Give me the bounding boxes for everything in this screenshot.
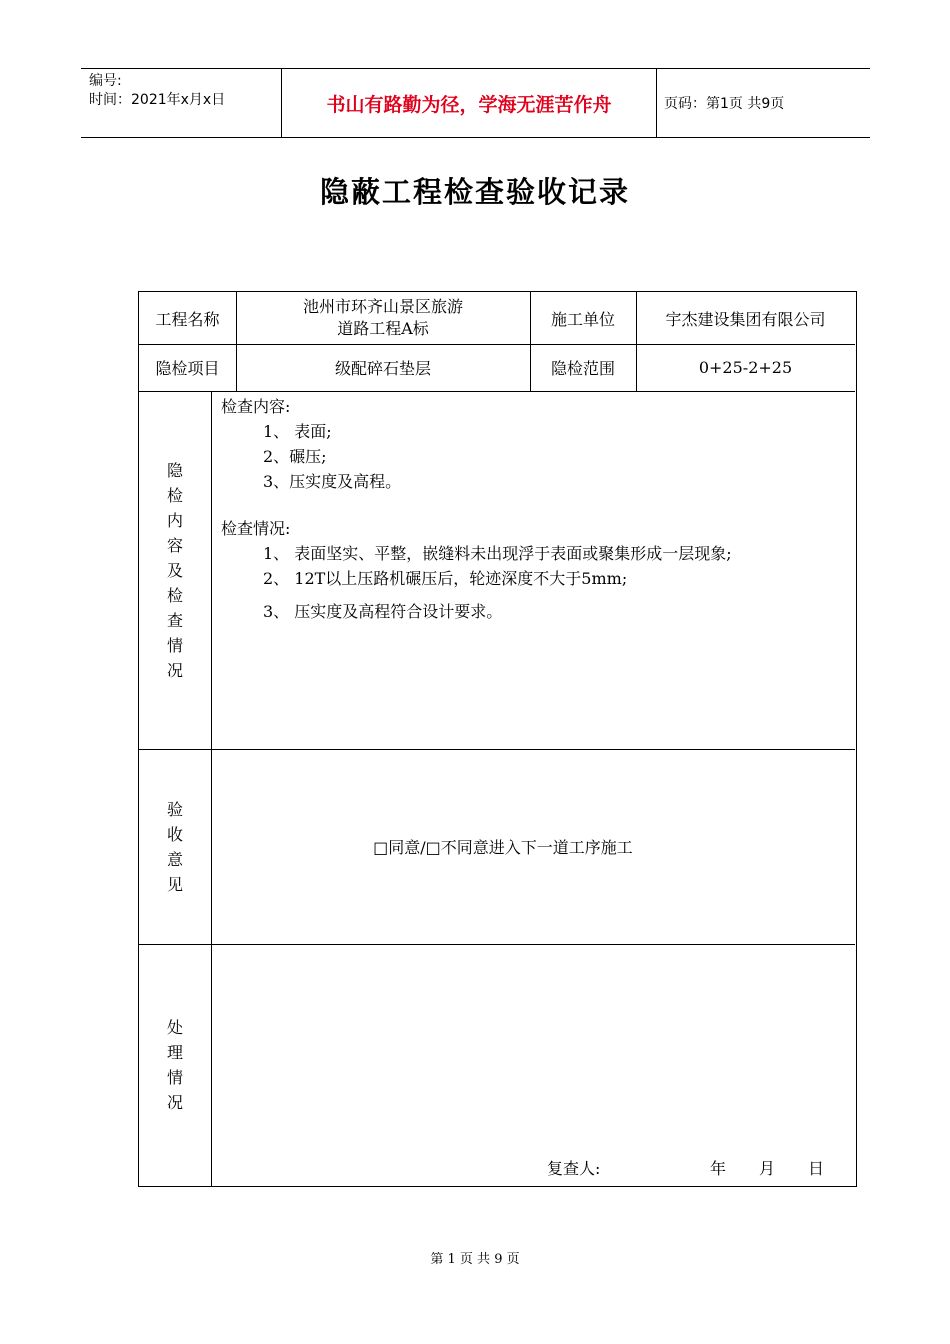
label-char: 容 xyxy=(166,535,183,555)
project-name-label: 工程名称 xyxy=(155,309,220,329)
check-content-item: 3、压实度及高程。 xyxy=(263,472,402,491)
row-divider xyxy=(139,944,855,945)
check-content-title: 检查内容: xyxy=(221,397,291,416)
section-opinion-label xyxy=(139,749,211,944)
check-result-item: 1、 表面坚实、平整，嵌缝料未出现浮于表面或聚集形成一层现象; xyxy=(263,544,732,563)
label-char: 检 xyxy=(166,585,183,605)
date-month: 月 xyxy=(759,1159,776,1178)
date-year: 年 xyxy=(710,1159,727,1178)
header-meta xyxy=(81,69,281,137)
check-content-item: 2、碾压; xyxy=(263,447,327,466)
contractor-label: 施工单位 xyxy=(550,309,615,329)
item-label: 隐检项目 xyxy=(155,359,220,378)
label-char: 理 xyxy=(166,1043,183,1062)
inspection-form xyxy=(138,291,857,1187)
label-char: 处 xyxy=(166,1018,183,1037)
check-content-item: 1、 表面; xyxy=(263,422,332,441)
range-label: 隐检范围 xyxy=(550,359,615,378)
item-value: 级配碎石垫层 xyxy=(334,359,431,378)
reviewer-label: 复查人: xyxy=(547,1159,601,1178)
number-label: 编号: xyxy=(89,73,122,89)
range-value: 0+25-2+25 xyxy=(698,358,793,377)
date-day: 日 xyxy=(808,1159,825,1178)
page-footer: 第 1 页 共 9 页 xyxy=(430,1252,520,1267)
label-char: 况 xyxy=(166,1093,183,1112)
inspection-content xyxy=(221,394,851,624)
label-char: 情 xyxy=(166,635,183,655)
header-slogan: 书山有路勤为径，学海无涯苦作舟 xyxy=(281,69,657,137)
project-name-line2: 道路工程A标 xyxy=(337,319,429,338)
opinion-text: □同意/□不同意进入下一道工序施工 xyxy=(373,838,633,857)
label-char: 检 xyxy=(166,485,183,505)
label-char: 内 xyxy=(166,510,183,530)
label-char: 见 xyxy=(166,874,183,894)
check-result-title: 检查情况: xyxy=(221,519,291,538)
project-name-line1: 池州市环齐山景区旅游 xyxy=(302,297,463,316)
document-header xyxy=(81,68,870,138)
label-char: 情 xyxy=(166,1068,183,1087)
project-name-value xyxy=(236,292,530,344)
section-inspection-label xyxy=(139,391,211,749)
section-handling-label xyxy=(139,944,211,1186)
label-char: 验 xyxy=(166,799,183,819)
label-char: 查 xyxy=(166,610,183,630)
contractor-value: 宇杰建设集团有限公司 xyxy=(665,309,826,329)
time-label: 时间：2021年x月x日 xyxy=(89,92,226,108)
header-page-info: 页码：第1页 共9页 xyxy=(664,96,785,112)
page-title: 隐蔽工程检查验收记录 xyxy=(319,175,630,209)
label-char: 意 xyxy=(166,849,183,869)
check-result-item: 2、 12T以上压路机碾压后，轮迹深度不大于5mm; xyxy=(263,569,628,588)
check-result-item: 3、 压实度及高程符合设计要求。 xyxy=(263,602,503,621)
row-divider xyxy=(139,391,855,392)
label-char: 隐 xyxy=(166,460,183,480)
label-char: 及 xyxy=(166,560,183,580)
label-char: 收 xyxy=(166,824,183,844)
label-char: 况 xyxy=(166,660,183,680)
